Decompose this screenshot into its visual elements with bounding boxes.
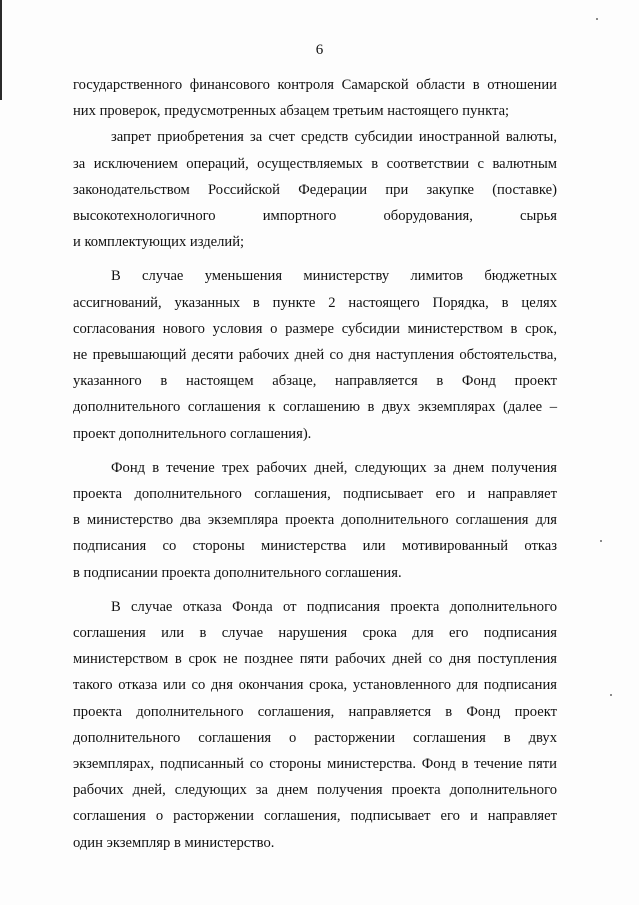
text-line: проекта дополнительного соглашения, направляется в Фонд проект <box>73 703 557 720</box>
paragraph-2 <box>73 124 557 255</box>
text-line: один экземпляр в министерство. <box>73 834 275 851</box>
text-line: проект дополнительного соглашения). <box>73 425 312 442</box>
text-line: подписания со стороны министерства или мотивированный отказ <box>73 538 557 555</box>
scan-speck <box>600 540 602 542</box>
text-line: запрет приобретения за счет средств субсидии иностранной валюты, <box>111 129 557 146</box>
text-line: и комплектующих изделий; <box>73 234 245 251</box>
text-line: В случае уменьшения министерству лимитов бюджетных <box>111 268 557 285</box>
text-line: соглашения о расторжении соглашения, подписывает его и направляет <box>73 808 557 825</box>
paragraph-5 <box>73 594 557 856</box>
text-line: высокотехнологичного импортного оборудования, сырья <box>73 208 557 225</box>
scan-speck <box>596 18 598 20</box>
paragraph-3 <box>73 263 557 446</box>
page-number: 6 <box>315 42 324 58</box>
text-line: указанного в настоящем абзаце, направляется в Фонд проект <box>73 373 557 390</box>
text-line: государственного финансового контроля Самарской области в отношении <box>73 77 557 93</box>
text-line: дополнительного соглашения к соглашению в двух экземплярах (далее – <box>73 399 557 416</box>
text-line: них проверок, предусмотренных абзацем третьим настоящего пункта; <box>73 103 510 120</box>
text-line: соглашения или в случае нарушения срока для его подписания <box>73 625 557 642</box>
document-body <box>73 72 557 856</box>
text-line: министерством в срок не позднее пяти рабочих дней со дня поступления <box>73 651 557 668</box>
text-line: В случае отказа Фонда от подписания проекта дополнительного <box>111 598 557 615</box>
paragraph-1 <box>73 72 557 124</box>
text-line: согласования нового условия о размере субсидии министерством в срок, <box>73 320 557 337</box>
scan-speck <box>610 694 612 696</box>
text-line: в подписании проекта дополнительного соглашения. <box>73 564 402 581</box>
text-line: проекта дополнительного соглашения, подписывает его и направляет <box>73 486 557 503</box>
text-line: за исключением операций, осуществляемых в соответствии с валютным <box>73 155 557 172</box>
text-line: рабочих дней, следующих за днем получения проекта дополнительного <box>73 782 557 799</box>
text-line: не превышающий десяти рабочих дней со дня наступления обстоятельства, <box>73 347 557 364</box>
text-line: законодательством Российской Федерации при закупке (поставке) <box>73 181 557 198</box>
text-line: Фонд в течение трех рабочих дней, следующих за днем получения <box>111 459 557 476</box>
text-line: такого отказа или со дня окончания срока, установленного для подписания <box>73 677 557 694</box>
paragraph-4 <box>73 455 557 586</box>
text-line: экземплярах, подписанный со стороны министерства. Фонд в течение пяти <box>73 756 557 773</box>
text-line: в министерство два экземпляра проекта дополнительного соглашения для <box>73 512 557 529</box>
text-line: дополнительного соглашения о расторжении соглашения в двух <box>73 729 557 746</box>
text-line: ассигнований, указанных в пункте 2 настоящего Порядка, в целях <box>73 294 557 311</box>
